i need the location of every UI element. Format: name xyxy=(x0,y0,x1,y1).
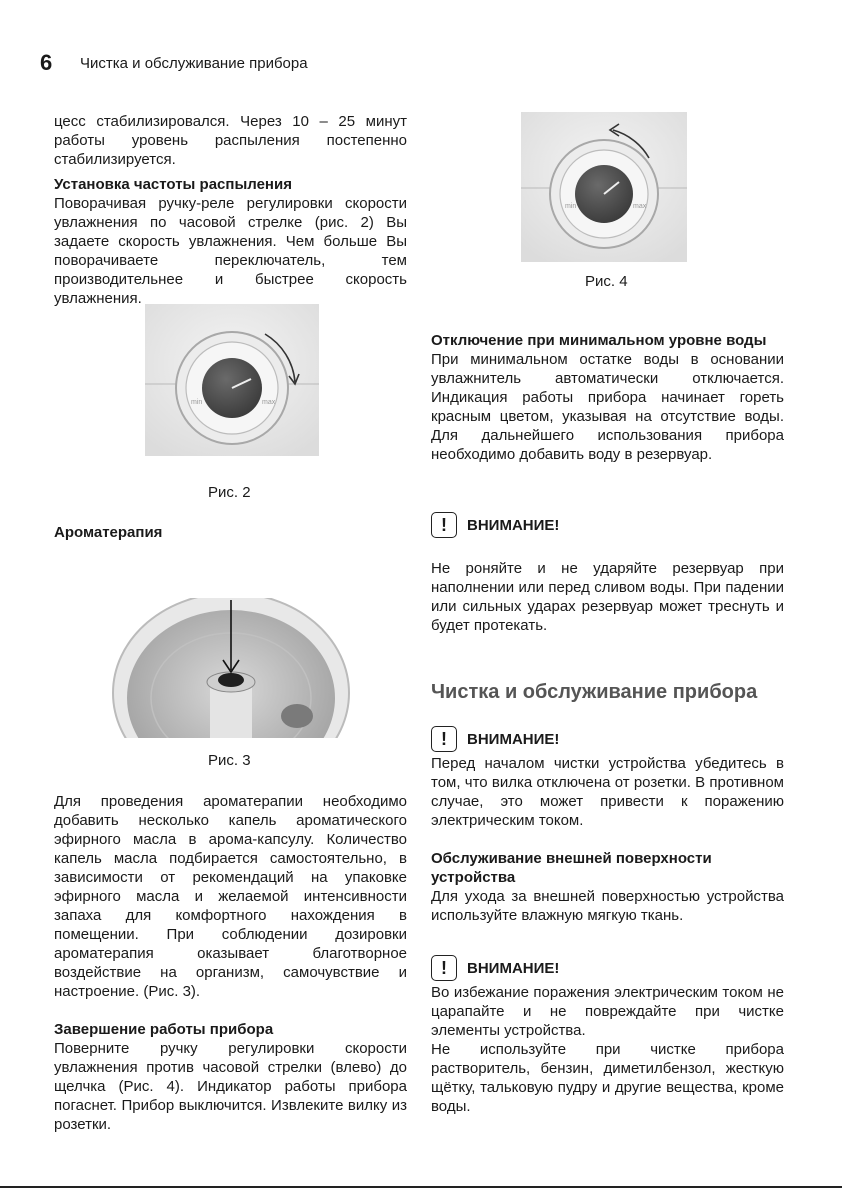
warning-2-paragraph: Перед началом чистки устройства убедитесь в том, что вилка отключена от розетки. В противном случае, это может привести к поражению электрическим током. xyxy=(431,755,784,829)
warning-3-text-block xyxy=(431,983,784,1116)
warning-label: ВНИМАНИЕ! xyxy=(467,959,560,977)
figure-4 xyxy=(521,112,687,262)
warning-1-paragraph: Не роняйте и не ударяйте резервуар при наполнении или перед сливом воды. При падении или сильных ударах резервуар может треснуть и будет протекать. xyxy=(431,560,784,634)
figure-3 xyxy=(112,598,350,738)
dial-max-label-4: max xyxy=(633,203,647,210)
figure-2 xyxy=(145,304,319,456)
bottom-rule xyxy=(0,1186,842,1188)
exclamation-icon: ! xyxy=(431,512,457,538)
outer-heading: Обслуживание внешней поверхности устройства xyxy=(431,850,712,886)
exclamation-icon: ! xyxy=(431,726,457,752)
warning-3 xyxy=(431,955,559,981)
warning-2 xyxy=(431,726,559,752)
warning-3-paragraph-2: Не используйте при чистке прибора растворитель, бензин, диметилбензол, жесткую щётку, тальковую пудру и другие вещества, кроме воды. xyxy=(431,1041,784,1115)
aroma-heading-block xyxy=(54,523,407,542)
freq-paragraph: Поворачивая ручку-реле регулировки скорости увлажнения по часовой стрелке (рис. 2) Вы задаете скорость увлажнения. Чем больше Вы поворачиваете переключатель, тем производительнее и быстрее скорость увлажнения. xyxy=(54,195,407,307)
exclamation-icon: ! xyxy=(431,955,457,981)
aroma-heading: Ароматерапия xyxy=(54,524,163,541)
lowwater-paragraph: При минимальном остатке воды в основании увлажнитель автоматически отключается. Индикация работы прибора начинает гореть красным цветом, указывая на отсутствие воды. Для дальнейшего использования прибора необходимо добавить воду в резервуар. xyxy=(431,351,784,463)
aroma-paragraph: Для проведения ароматерапии необходимо добавить несколько капель ароматического эфирного масла в арома-капсулу. Количество капель масла подбирается самостоятельно, в зависимости от рекомендаций на упаковке эфирного масла и желаемой интенсивности запаха для комфортного нахождения в помещении. При соблюдении дозировки ароматерапия оказывает благотворное воздействие на организм, самочувствие и настроение. (Рис. 3). xyxy=(54,793,407,1000)
warning-2-text-block xyxy=(431,754,784,925)
warning-3-paragraph-1: Во избежание поражения электрическим током не царапайте и не повреждайте при чистке элементы устройства. xyxy=(431,984,784,1039)
warning-label: ВНИМАНИЕ! xyxy=(467,730,560,748)
dial-min-label: min xyxy=(191,399,203,406)
fig4-caption: Рис. 4 xyxy=(585,273,628,290)
dial-max-label: max xyxy=(262,399,276,406)
fig2-caption: Рис. 2 xyxy=(208,484,251,501)
warning-1 xyxy=(431,512,559,538)
finish-heading: Завершение работы прибора xyxy=(54,1021,274,1038)
warning-1-text-block xyxy=(431,559,784,635)
intro-paragraph: цесс стабилизировался. Через 10 – 25 минут работы уровень распыления постепенно стабилизируется. xyxy=(54,113,407,168)
warning-label: ВНИМАНИЕ! xyxy=(467,516,560,534)
lowwater-block xyxy=(431,331,784,464)
fig3-caption: Рис. 3 xyxy=(208,752,251,769)
section-title: Чистка и обслуживание прибора xyxy=(431,681,758,703)
outer-paragraph: Для ухода за внешней поверхностью устройства используйте влажную мягкую ткань. xyxy=(431,888,784,924)
left-column-top xyxy=(54,112,407,308)
lowwater-heading: Отключение при минимальном уровне воды xyxy=(431,332,767,349)
left-column-bottom xyxy=(54,792,407,1134)
running-header: Чистка и обслуживание прибора xyxy=(80,55,308,72)
freq-heading: Установка частоты распыления xyxy=(54,176,292,193)
finish-paragraph: Поверните ручку регулировки скорости увлажнения против часовой стрелки (влево) до щелчка (Рис. 4). Индикатор работы прибора погаснет. Прибор выключится. Извлеките вилку из розетки. xyxy=(54,1040,407,1133)
dial-min-label-4: min xyxy=(565,203,577,210)
page-number: 6 xyxy=(40,50,53,75)
